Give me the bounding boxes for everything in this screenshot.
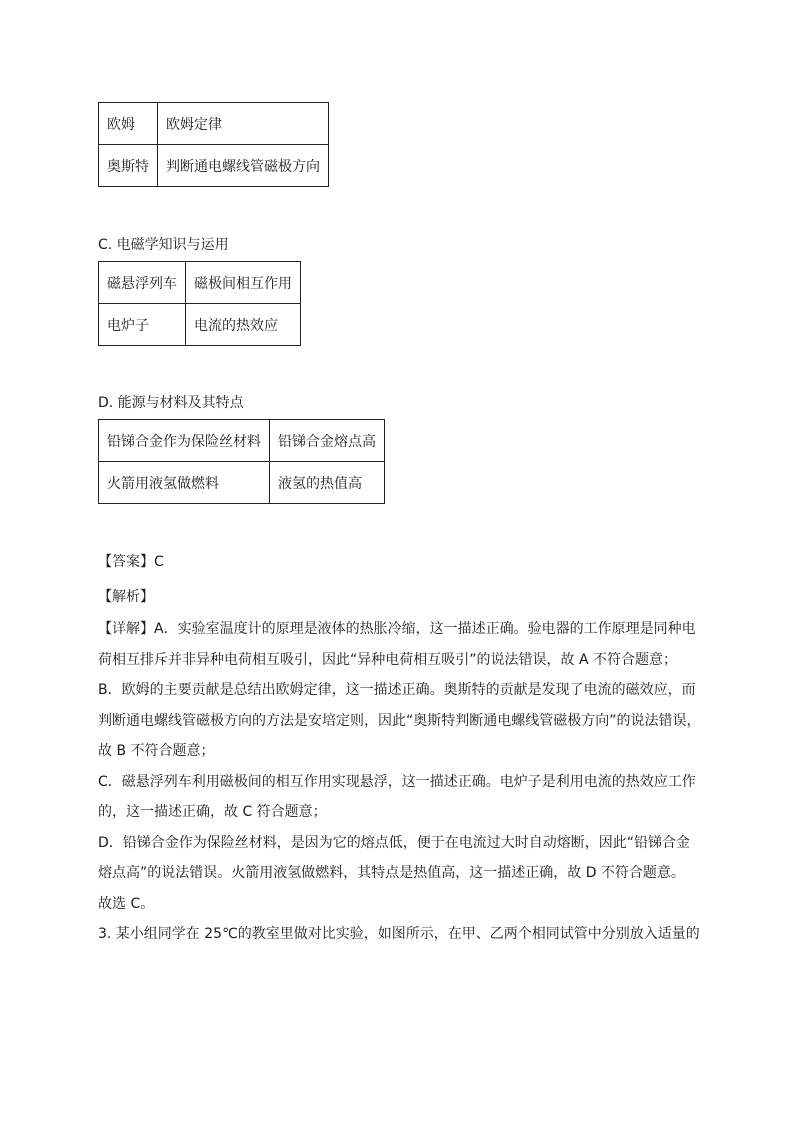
table-cell: 液氢的热值高 (270, 462, 385, 504)
table-cell: 磁极间相互作用 (186, 262, 301, 304)
analysis-line: B．欧姆的主要贡献是总结出欧姆定律，这一描述正确。奥斯特的贡献是发现了电流的磁效应，而 (98, 682, 696, 698)
analysis-line: D．铅锑合金作为保险丝材料，是因为它的熔点低，便于在电流过大时自动熔断，因此“铅锑合金 (98, 834, 691, 851)
table-row (99, 420, 385, 462)
table-b (98, 102, 329, 187)
table-cell: 铅锑合金作为保险丝材料 (99, 420, 270, 462)
analysis-body (98, 614, 708, 950)
table-cell: 判断通电螺线管磁极方向 (158, 145, 329, 187)
section-d-label: D. 能源与材料及其特点 (98, 395, 244, 411)
analysis-line: 荷相互排斥并非异种电荷相互吸引，因此“异种电荷相互吸引”的说法错误，故 A 不符合题意； (98, 651, 677, 668)
analysis-line: 故选 C。 (98, 895, 155, 912)
answer-label: 【答案】C (98, 554, 164, 570)
table-cell: 欧姆 (99, 103, 158, 145)
analysis-line: 【详解】A．实验室温度计的原理是液体的热胀冷缩，这一描述正确。验电器的工作原理是同种电 (98, 621, 696, 637)
table-row (99, 462, 385, 504)
table-cell: 电炉子 (99, 304, 186, 346)
table-cell: 欧姆定律 (158, 103, 329, 145)
table-cell: 奥斯特 (99, 145, 158, 187)
analysis-line: C．磁悬浮列车利用磁极间的相互作用实现悬浮，这一描述正确。电炉子是利用电流的热效应工作 (98, 773, 696, 790)
table-cell: 电流的热效应 (186, 304, 301, 346)
analysis-line: 熔点高”的说法错误。火箭用液氢做燃料，其特点是热值高，这一描述正确，故 D 不符合题意。 (98, 865, 685, 881)
analysis-heading: 【解析】 (98, 589, 154, 605)
analysis-line: 的，这一描述正确，故 C 符合题意； (98, 804, 327, 820)
table-c (98, 261, 301, 346)
table-row (99, 262, 301, 304)
table-d (98, 419, 385, 504)
table-row (99, 304, 301, 346)
table-cell: 火箭用液氢做燃料 (99, 462, 270, 504)
question-3-line: 3. 某小组同学在 25℃的教室里做对比实验，如图所示，在甲、乙两个相同试管中分别放入适量的 (98, 926, 700, 942)
analysis-line: 故 B 不符合题意； (98, 743, 215, 759)
table-row (99, 145, 329, 187)
analysis-line: 判断通电螺线管磁极方向的方法是安培定则，因此“奥斯特判断通电螺线管磁极方向”的说法错误， (98, 712, 701, 729)
table-cell: 磁悬浮列车 (99, 262, 186, 304)
section-c-label: C. 电磁学知识与运用 (98, 237, 229, 253)
table-cell: 铅锑合金熔点高 (270, 420, 385, 462)
table-row (99, 103, 329, 145)
